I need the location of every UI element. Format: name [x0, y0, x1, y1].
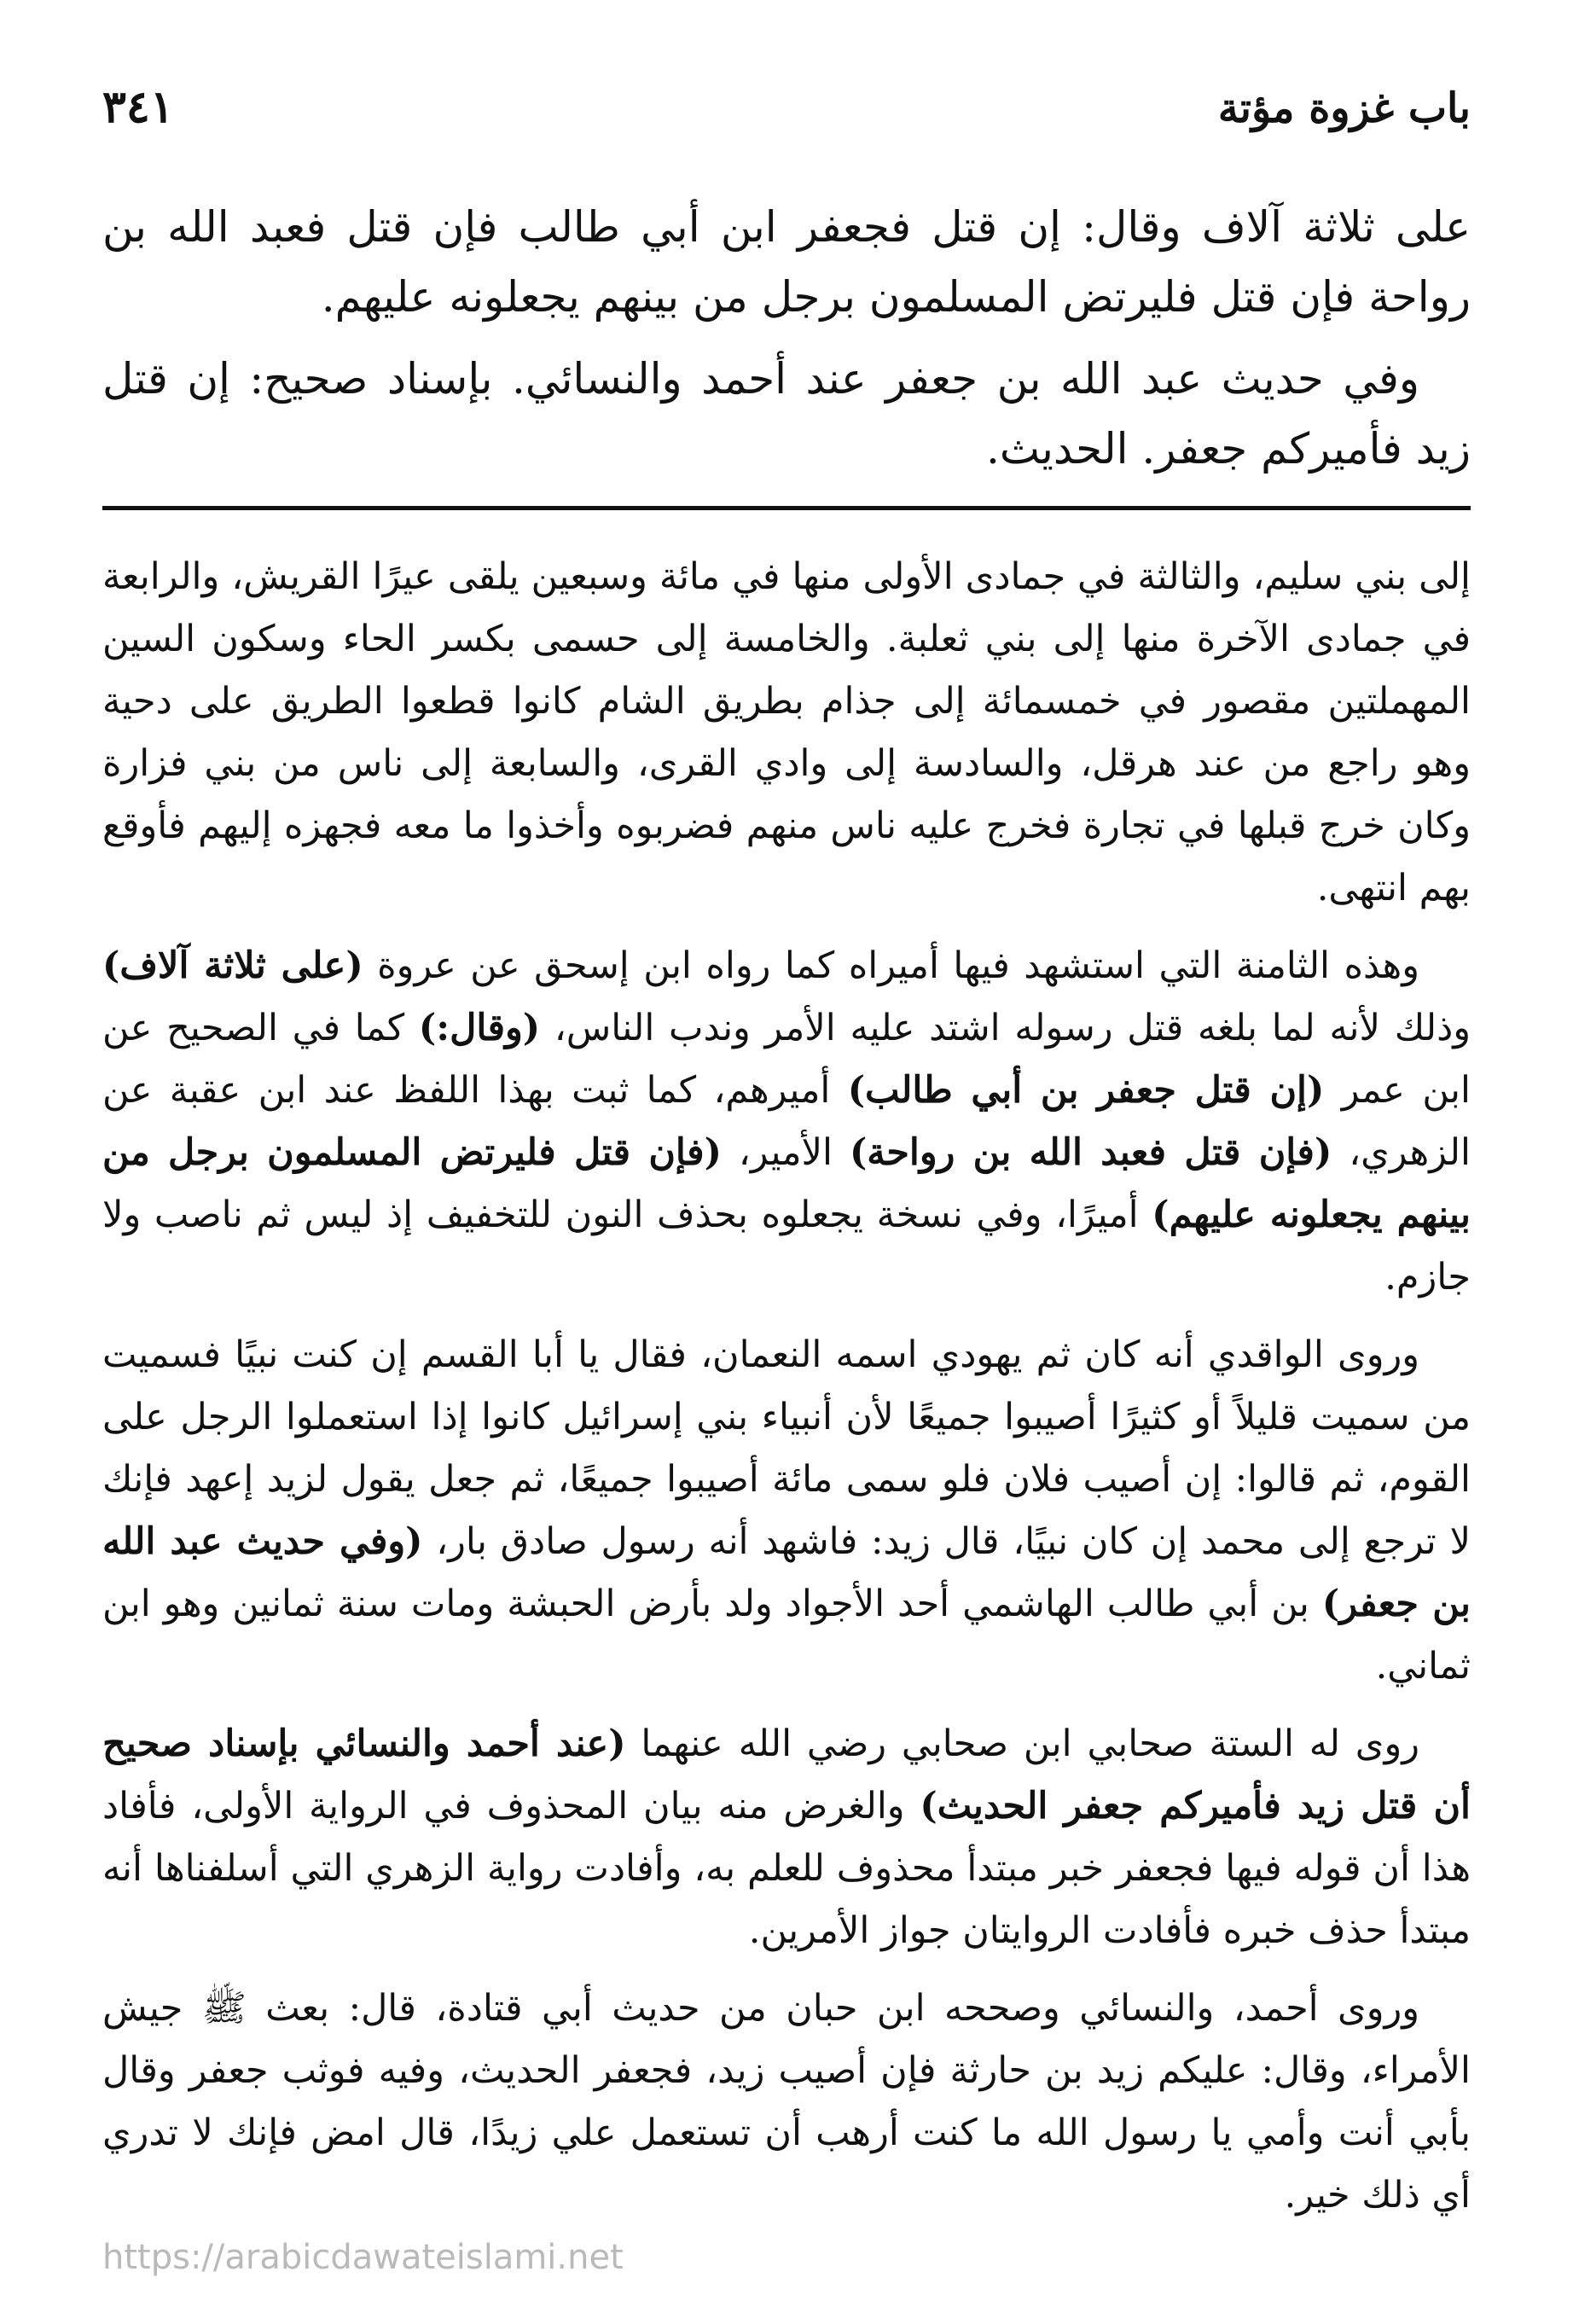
text-run: وروى الواقدي أنه كان ثم يهودي اسمه النعمان، فقال يا أبا القسم إن كنت نبيًا فسميت من سميت قليلاً أو كثيرًا أصيبوا جميعًا لأن أنبياء بني إسرائيل كانوا إذا استعملوا الرجل على القوم، ثم قالوا: إن أصيب فلان فلو سمى مائة أصيبوا جميعًا، ثم جعل يقول لزيد إعهد فإنك لا ترجع إلى محمد إن كان نبيًا، قال زيد: فاشهد أنه رسول صادق بار،	[102, 1333, 1471, 1563]
text-run: والغرض منه بيان المحذوف في الرواية الأولى، فأفاد هذا أن قوله فيها فجعفر خبر مبتدأ محذوف للعلم به، وأفادت رواية الزهري التي أسلفناها أنه مبتدأ حذف خبره فأفادت الروايتان جواز الأمرين.	[102, 1785, 1471, 1952]
commentary-paragraph	[102, 1324, 1471, 1698]
commentary-paragraph	[102, 1978, 1471, 2227]
quoted-text-bold: (فإن قتل فعبد الله بن رواحة)	[849, 1131, 1332, 1174]
quoted-text-bold: (إن قتل جعفر بن أبي طالب)	[847, 1069, 1325, 1112]
text-run: وروى أحمد، والنسائي وصححه ابن حبان من حديث أبي قتادة، قال: بعث ﷺ جيش الأمراء، وقال: عليكم زيد بن حارثة فإن أصيب زيد، فجعفر الحديث، وفيه فوثب جعفر وقال بأبي أنت وأمي يا رسول الله ما كنت أرهب أن تستعمل علي زيدًا، قال امض فإنك لا تدري أي ذلك خير.	[102, 1987, 1471, 2217]
text-run: وذلك لأنه لما بلغه قتل رسوله اشتد عليه الأمر وندب الناس،	[540, 1007, 1471, 1049]
hadith-paragraph: على ثلاثة آلاف وقال: إن قتل فجعفر ابن أبي طالب فإن قتل فعبد الله بن رواحة فإن قتل فليرتض المسلمون برجل من بينهم يجعلونه عليهم.	[102, 202, 1471, 322]
watermark-url: https://arabicdawateislami.net	[102, 2238, 624, 2277]
quoted-text-bold: (وفي حديث عبد الله بن جعفر)	[102, 1520, 1471, 1625]
commentary-paragraph	[102, 935, 1471, 1309]
text-run: بن أبي طالب الهاشمي أحد الأجواد ولد بأرض الحبشة ومات سنة ثمانين وهو ابن ثماني.	[102, 1583, 1471, 1688]
commentary-paragraph	[102, 546, 1471, 920]
hadith-paragraph: وفي حديث عبد الله بن جعفر عند أحمد والنسائي. بإسناد صحيح: إن قتل زيد فأميركم جعفر. الحديث.	[102, 354, 1471, 474]
page-header	[102, 81, 1471, 158]
page-number: ٣٤١	[102, 81, 174, 133]
quoted-text-bold: (عند أحمد والنسائي بإسناد صحيح أن قتل زيد فأميركم جعفر الحديث)	[102, 1723, 1471, 1827]
text-run: الأمير،	[721, 1131, 850, 1174]
hadith-text	[102, 192, 1471, 484]
text-run: إلى بني سليم، والثالثة في جمادى الأولى منها في مائة وسبعين يلقى عيرًا القريش، والرابعة في جمادى الآخرة منها إلى بني ثعلبة. والخامسة إلى حسمى بكسر الحاء وسكون السين المهملتين مقصور في خمسمائة إلى جذام بطريق الشام كانوا قطعوا الطريق على دحية وهو راجع من عند هرقل، والسادسة إلى وادي القرى، والسابعة إلى ناس من بني فزارة وكان خرج قبلها في تجارة فخرج عليه ناس منهم فضربوه وأخذوا ما معه فجهزه إليهم فأوقع بهم انتهى.	[102, 555, 1471, 909]
commentary-paragraph	[102, 1713, 1471, 1962]
text-run: كما في الصحيح عن ابن عمر	[102, 1007, 1471, 1112]
quoted-text-bold: (على ثلاثة آلاف)	[102, 944, 363, 987]
text-run: أميرهم، كما ثبت بهذا اللفظ عند ابن عقبة عن الزهري،	[102, 1069, 1471, 1174]
quoted-text-bold: (فإن قتل فليرتض المسلمون برجل من بينهم يجعلونه عليهم)	[102, 1131, 1471, 1236]
text-run: روى له الستة صحابي ابن صحابي رضي الله عنهما	[625, 1723, 1419, 1765]
text-run: وهذه الثامنة التي استشهد فيها أميراه كما رواه ابن إسحق عن عروة	[363, 944, 1419, 987]
text-run: أميرًا، وفي نسخة يجعلوه بحذف النون للتخفيف إذ ليس ثم ناصب ولا جازم.	[102, 1194, 1471, 1299]
commentary-text	[102, 546, 1471, 2227]
separator-line	[102, 506, 1471, 510]
quoted-text-bold: (وقال:)	[418, 1007, 541, 1049]
chapter-title: باب غزوة مؤتة	[1217, 84, 1471, 132]
